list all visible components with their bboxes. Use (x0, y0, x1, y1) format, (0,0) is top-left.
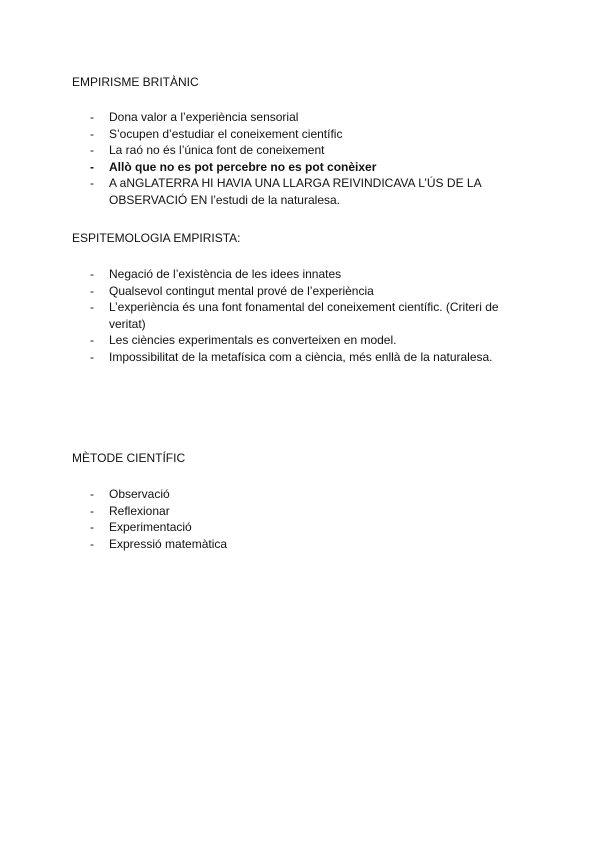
bullet-dash: - (90, 300, 94, 314)
list-item-text: Les ciències experimentals es converteixen en model. (109, 333, 397, 347)
list-item (72, 142, 532, 159)
bullet-dash: - (90, 333, 94, 347)
list-item-text: Dona valor a l’experiència sensorial (109, 110, 299, 124)
bullet-dash: - (90, 487, 94, 501)
bullet-list (72, 266, 532, 365)
section-epistemologia-empirista (72, 230, 532, 365)
bullet-dash: - (90, 349, 94, 364)
bullet-dash: - (90, 126, 94, 141)
section-heading: EMPIRISME BRITÀNIC (72, 75, 199, 89)
list-item-text: Observació (109, 487, 170, 501)
list-item-text: S’ocupen d’estudiar el coneixement científic (109, 126, 343, 141)
list-item-text: Allò que no es pot percebre no es pot conèixer (109, 159, 377, 174)
list-item-text: La raó no és l’única font de coneixement (109, 143, 325, 157)
list-item (72, 486, 532, 503)
list-item-text: Qualsevol contingut mental prové de l’experiència (109, 283, 374, 298)
list-item (72, 349, 532, 366)
section-metode-cientific (72, 450, 532, 552)
section-heading: MÈTODE CIENTÍFIC (72, 451, 186, 465)
list-item-text: Experimentació (109, 520, 192, 534)
bullet-list (72, 486, 532, 552)
list-item (72, 283, 532, 300)
section-empirisme-britanic (72, 74, 532, 208)
bullet-dash: - (90, 536, 94, 551)
bullet-dash: - (90, 176, 94, 190)
list-item (72, 299, 532, 332)
list-item-text: Impossibilitat de la metafísica com a ciència, més enllà de la naturalesa. (109, 349, 493, 364)
list-item (72, 109, 532, 126)
list-item (72, 519, 532, 536)
list-item-text: L’experiència és una font fonamental del coneixement científic. (Criteri de veritat) (109, 300, 499, 331)
list-item (72, 503, 532, 520)
list-item-text: A aNGLATERRA HI HAVIA UNA LLARGA REIVINDICAVA L’ÚS DE LA OBSERVACIÓ EN l’estudi de la naturalesa. (109, 176, 481, 207)
bullet-dash: - (90, 520, 94, 534)
bullet-dash: - (90, 110, 94, 124)
list-item (72, 126, 532, 143)
bullet-dash: - (90, 283, 94, 298)
bullet-dash: - (90, 143, 94, 157)
list-item-text: Negació de l’existència de les idees innates (109, 267, 342, 281)
bullet-list (72, 109, 532, 208)
bullet-dash: - (90, 267, 94, 281)
list-item-text: Reflexionar (109, 503, 170, 518)
list-item-text: Expressió matemàtica (109, 536, 228, 551)
list-item-emphasized (72, 159, 532, 176)
list-item (72, 536, 532, 553)
bullet-dash: - (90, 503, 94, 518)
bullet-dash: - (90, 159, 94, 174)
section-heading: ESPITEMOLOGIA EMPIRISTA: (72, 231, 241, 245)
list-item (72, 175, 532, 208)
list-item (72, 266, 532, 283)
list-item (72, 332, 532, 349)
